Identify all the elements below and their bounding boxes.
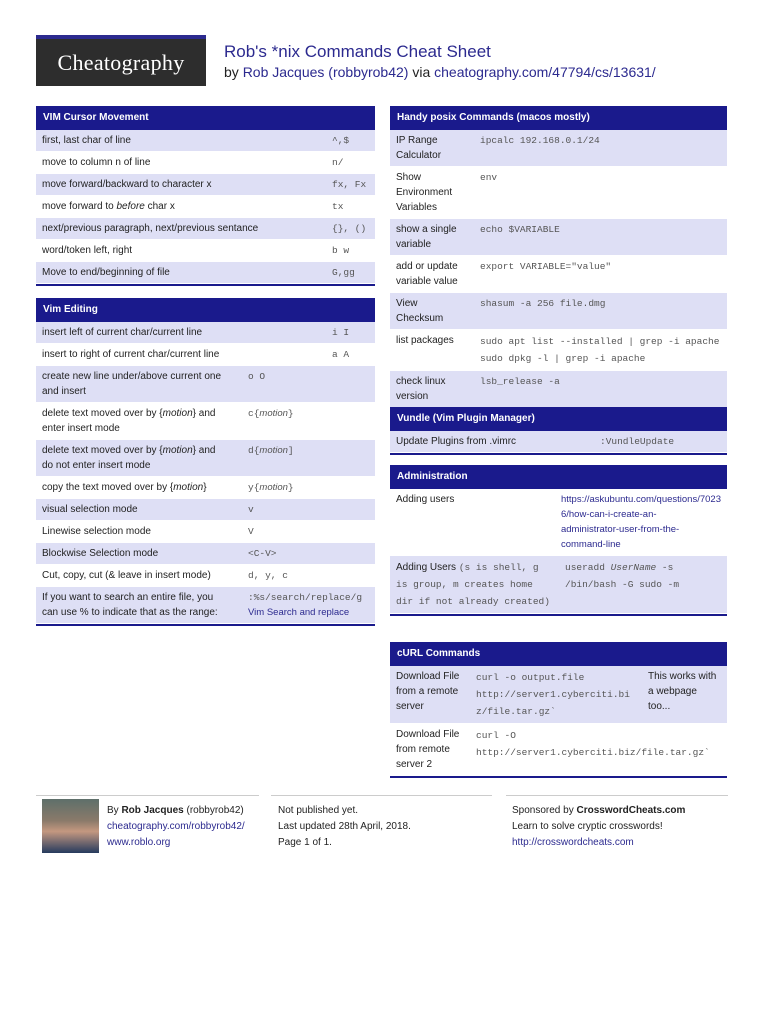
row-cmd: [234, 587, 375, 623]
cmd-part: }: [287, 482, 294, 493]
byline: [224, 64, 656, 80]
cmd-emphasis: motion: [259, 482, 288, 493]
footer-handle: (robbyrob42): [186, 805, 244, 816]
table-row: [36, 262, 375, 284]
row-cmd: [234, 403, 375, 439]
table-row: [36, 218, 375, 240]
table-row: [36, 366, 375, 403]
cmd-part: }: [287, 408, 294, 419]
row-desc: move to column n of line: [42, 157, 151, 168]
cmd-emphasis: UserName: [610, 562, 657, 573]
askubuntu-link[interactable]: [556, 489, 727, 555]
row-cmd: [470, 330, 727, 370]
section-title: Handy posix Commands (macos mostly): [390, 106, 727, 130]
footer-divider: [36, 795, 259, 796]
page-number: Page 1 of 1.: [278, 837, 332, 848]
footer-by: By: [107, 805, 119, 816]
row-note: This works with a webpage too...: [648, 671, 717, 712]
cmd-part: c{: [248, 408, 260, 419]
cmd-emphasis: motion: [259, 445, 288, 456]
row-desc: Blockwise Selection mode: [42, 548, 159, 559]
desc-emphasis: motion: [162, 408, 193, 419]
section-posix: [390, 106, 727, 410]
link-line: https://askubuntu.com/questions/7023: [560, 494, 721, 505]
cmd-part: y{: [248, 482, 260, 493]
row-cmd: o O: [248, 371, 266, 382]
row-desc: [36, 440, 234, 476]
desc-text: Adding Users: [396, 562, 457, 573]
table-row: [390, 256, 727, 293]
row-desc: add or update variable value: [396, 261, 458, 287]
table-row: [36, 174, 375, 196]
desc-emphasis: motion: [162, 445, 193, 456]
sponsor-label: Sponsored by: [512, 805, 574, 816]
sponsor-link[interactable]: http://crosswordcheats.com: [512, 837, 634, 848]
table-row: [390, 556, 727, 614]
publish-status: Not published yet.: [278, 805, 359, 816]
footer-site-link[interactable]: www.roblo.org: [107, 837, 171, 848]
cmd-part: ]: [287, 445, 294, 456]
table-row: [36, 521, 375, 543]
desc-part: move forward to: [42, 201, 117, 212]
table-row: [36, 196, 375, 218]
row-cmd: n/: [332, 157, 344, 168]
section-title: Vundle (Vim Plugin Manager): [390, 407, 727, 431]
table-row: [36, 543, 375, 565]
row-desc: Cut, copy, cut (& leave in insert mode): [42, 570, 211, 581]
footer-publish-info: [278, 803, 411, 851]
desc-part: delete text moved over by {: [42, 445, 163, 456]
link-line: administrator-user-from-the-: [560, 524, 680, 535]
section-administration: [390, 465, 727, 616]
desc-note: (s is shell, g is group, m creates home dir if not already created): [396, 562, 550, 607]
table-row: [390, 293, 727, 330]
row-desc: Linewise selection mode: [42, 526, 151, 537]
desc-part: char x: [144, 201, 175, 212]
author-avatar[interactable]: [42, 799, 99, 853]
row-cmd: a A: [332, 349, 350, 360]
footer-divider: [506, 795, 728, 796]
row-desc: Show Environment Variables: [396, 172, 453, 213]
row-cmd: ipcalc 192.168.0.1/24: [480, 135, 600, 146]
row-desc: create new line under/above current one and insert: [42, 371, 222, 397]
row-desc: next/previous paragraph, next/previous sentance: [42, 223, 259, 234]
row-desc: If you want to search an entire file, you can use % to indicate that as the range:: [42, 592, 218, 618]
cmd-text: :%s/search/replace/g: [248, 592, 363, 603]
row-cmd: env: [480, 172, 498, 183]
byline-via: via: [412, 64, 431, 80]
footer-author-name[interactable]: Rob Jacques: [121, 805, 184, 816]
row-desc: insert left of current char/current line: [42, 327, 203, 338]
row-desc: first, last char of line: [42, 135, 131, 146]
desc-part: } and enter insert mode: [42, 408, 216, 434]
row-cmd: i I: [332, 327, 350, 338]
download-link[interactable]: http://server1.cyberciti.biz/file.tar.gz`: [476, 747, 710, 758]
row-desc: Download File from remote server 2: [396, 729, 460, 770]
table-row: [36, 240, 375, 262]
handle-link[interactable]: (robbyrob42): [328, 64, 409, 80]
section-vim-editing: [36, 298, 375, 626]
last-updated: Last updated 28th April, 2018.: [278, 821, 411, 832]
footer-sponsor: [512, 803, 685, 851]
sheet-url-link[interactable]: cheatography.com/47794/cs/13631/: [434, 64, 656, 80]
section-title: VIM Cursor Movement: [36, 106, 375, 130]
cmd-text: sudo apt list --installed | grep -i apache: [480, 336, 720, 347]
row-desc: check linux version: [396, 376, 446, 402]
table-row: [36, 587, 375, 624]
table-row: [390, 371, 727, 408]
desc-part: } and do not enter insert mode: [42, 445, 216, 471]
row-cmd: tx: [332, 201, 344, 212]
desc-emphasis: motion: [173, 482, 204, 493]
section-title: Administration: [390, 465, 727, 489]
row-desc: Adding users: [396, 494, 455, 505]
desc-part: }: [203, 482, 207, 493]
cheatography-logo[interactable]: [36, 35, 206, 86]
row-cmd: v: [248, 504, 254, 515]
row-cmd: d, y, c: [248, 570, 288, 581]
cmd-part: useradd: [565, 562, 611, 573]
table-row: [36, 477, 375, 499]
section-title: cURL Commands: [390, 642, 727, 666]
author-link[interactable]: Rob Jacques: [242, 64, 325, 80]
download-link[interactable]: http://server1.cyberciti.biz/file.tar.gz`: [476, 689, 630, 717]
cmd-part: d{: [248, 445, 260, 456]
footer-profile-link[interactable]: cheatography.com/robbyrob42/: [107, 821, 245, 832]
cmd-part: -s /bin/bash -G sudo -m: [565, 562, 680, 590]
row-desc: [36, 403, 234, 439]
table-row: [390, 130, 727, 167]
cmd-text: curl -O: [476, 730, 516, 741]
row-cmd: shasum -a 256 file.dmg: [480, 298, 606, 309]
row-cmd: {}, (): [332, 223, 367, 234]
logo-text: Cheatography: [57, 49, 185, 75]
sponsor-tagline: Learn to solve cryptic crosswords!: [512, 821, 663, 832]
row-cmd: b w: [332, 245, 350, 256]
cmd-text: sudo dpkg -l | grep -i apache: [480, 353, 646, 364]
row-desc: Download File from a remote server: [396, 671, 460, 712]
row-cmd: [470, 666, 642, 723]
row-cmd: [560, 556, 727, 613]
link-line: command-line: [560, 539, 621, 550]
row-desc: View Checksum: [396, 298, 444, 324]
row-cmd: G,gg: [332, 267, 355, 278]
table-row: [390, 431, 727, 453]
table-row: [36, 499, 375, 521]
row-desc: visual selection mode: [42, 504, 138, 515]
row-desc: IP Range Calculator: [396, 135, 442, 161]
row-desc: word/token left, right: [42, 245, 133, 256]
table-row: [36, 344, 375, 366]
table-row: [390, 167, 727, 219]
row-cmd: [234, 440, 375, 476]
row-desc: Update Plugins from .vimrc: [396, 436, 517, 447]
row-desc: [36, 477, 234, 498]
row-cmd: fx, Fx: [332, 179, 367, 190]
cmd-text: curl -o output.file: [476, 672, 585, 683]
row-cmd: export VARIABLE="value": [480, 261, 612, 272]
footer-divider: [271, 795, 492, 796]
row-cmd: lsb_release -a: [480, 376, 560, 387]
row-desc: Move to end/beginning of file: [42, 267, 170, 278]
table-row: [36, 130, 375, 152]
desc-part: delete text moved over by {: [42, 408, 163, 419]
table-row: [390, 724, 727, 776]
row-cmd: <C-V>: [248, 548, 277, 559]
table-row: [36, 440, 375, 477]
table-row: [390, 330, 727, 371]
row-cmd: [470, 724, 727, 775]
row-cmd: ^,$: [332, 135, 350, 146]
row-cmd: :VundleUpdate: [600, 436, 675, 447]
table-row: [36, 403, 375, 440]
row-desc: [36, 196, 318, 217]
row-cmd: echo $VARIABLE: [480, 224, 560, 235]
row-desc: insert to right of current char/current line: [42, 349, 220, 360]
row-desc: [390, 556, 560, 613]
row-desc: move forward/backward to character x: [42, 179, 212, 190]
table-row: [36, 152, 375, 174]
section-curl: [390, 642, 727, 778]
table-row: [390, 219, 727, 256]
row-cmd: V: [248, 526, 254, 537]
row-desc: show a single variable: [396, 224, 457, 250]
table-row: [390, 489, 727, 556]
row-desc: list packages: [396, 335, 454, 346]
desc-emphasis: before: [116, 201, 145, 212]
section-vundle: [390, 407, 727, 455]
link-line: 6/how-can-i-create-an-: [560, 509, 657, 520]
section-vim-cursor: [36, 106, 375, 286]
table-row: [36, 322, 375, 344]
cmd-emphasis: motion: [259, 408, 288, 419]
footer-author: [107, 803, 245, 851]
vim-search-link[interactable]: Vim Search and replace: [248, 607, 350, 618]
sponsor-name[interactable]: CrosswordCheats.com: [576, 805, 686, 816]
section-title: Vim Editing: [36, 298, 375, 322]
row-cmd: [234, 477, 375, 498]
table-row: [36, 565, 375, 587]
table-row: [390, 666, 727, 724]
desc-part: copy the text moved over by {: [42, 482, 174, 493]
byline-by: by: [224, 64, 239, 80]
page-title: Rob's *nix Commands Cheat Sheet: [224, 42, 491, 61]
